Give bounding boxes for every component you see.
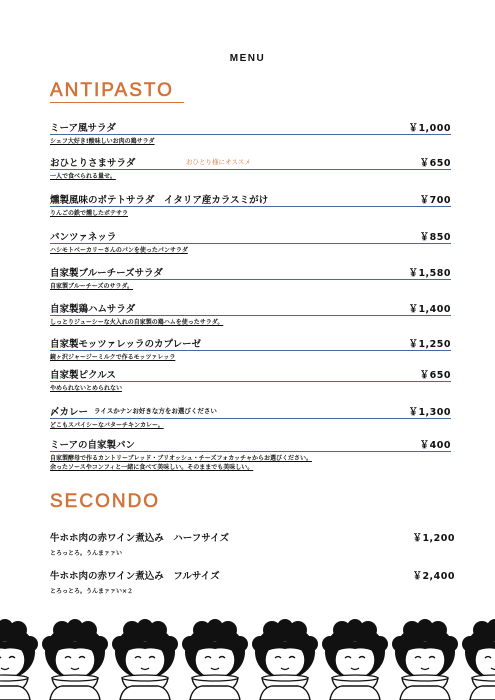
menu-item — [50, 120, 451, 146]
girl-illustration — [110, 618, 180, 700]
menu-item — [50, 404, 451, 430]
item-underline — [50, 279, 451, 280]
menu-item — [50, 568, 455, 596]
item-description: 鏡ヶ沢ジャージーミルクで作るモッツァレッラ — [50, 354, 176, 361]
girl-illustration — [0, 618, 40, 700]
item-description: りんごの鉄で燻したポテサラ — [50, 210, 129, 217]
item-underline — [50, 169, 451, 170]
item-description: やめられないとめられない — [50, 385, 123, 392]
menu-item — [50, 437, 451, 472]
item-price: ￥850 — [419, 232, 451, 243]
item-name: おひとりさまサラダ — [50, 158, 136, 169]
item-underline — [50, 381, 451, 382]
item-name: 牛ホホ肉の赤ワイン煮込み ハーフサイズ — [50, 533, 229, 544]
page-title: MENU — [229, 53, 266, 64]
item-price: ￥1,400 — [408, 304, 451, 315]
item-name: 燻製風味のポテトサラダ イタリア産カラスミがけ — [50, 195, 269, 206]
menu-item — [50, 265, 451, 291]
item-price: ￥2,400 — [412, 571, 455, 582]
menu-item — [50, 530, 455, 558]
girl-illustration — [390, 618, 460, 700]
item-name: ミーア風サラダ — [50, 123, 116, 134]
item-price: ￥1,300 — [408, 407, 451, 418]
item-description: どこもスパイシーなバターチキンカレー。 — [50, 422, 164, 429]
item-price: ￥1,000 — [408, 123, 451, 134]
item-description: とろっとろ。うんまァァい — [50, 550, 122, 557]
item-underline — [50, 243, 451, 244]
section-title-secondo: SECONDO — [50, 491, 161, 512]
item-name: 自家製鶏ハムサラダ — [50, 304, 136, 315]
item-price: ￥700 — [419, 195, 451, 206]
item-note: ライスかナンお好きな方をお選びください — [94, 407, 217, 415]
item-name: パンツァネッラ — [50, 232, 117, 243]
menu-item — [50, 229, 451, 255]
menu-item — [50, 155, 451, 181]
menu-item — [50, 336, 451, 362]
girl-illustration — [320, 618, 390, 700]
item-description: 一人で食べられる量せ。 — [50, 173, 116, 180]
section-rule — [50, 102, 184, 103]
item-name: 自家製ピクルス — [50, 370, 116, 381]
section-title-antipasto: ANTIPASTO — [50, 80, 174, 101]
item-name: 牛ホホ肉の赤ワイン煮込み フルサイズ — [50, 571, 220, 582]
menu-item — [50, 301, 451, 327]
item-description: ハシモトベーカリーさんのパンを使ったパンサラダ — [50, 247, 188, 254]
item-name: 自家製モッツァレッラのカプレーゼ — [50, 339, 201, 350]
item-description: しっとりジューシーな火入れの自家製の鶏ハムを使ったサラダ。 — [50, 319, 224, 326]
item-underline — [50, 315, 451, 316]
girl-illustration — [460, 618, 495, 700]
item-underline — [50, 206, 451, 207]
menu-item — [50, 367, 451, 393]
item-underline — [50, 350, 451, 351]
girl-illustration — [250, 618, 320, 700]
item-description: とろっとろ。うんまァァい×２ — [50, 588, 133, 595]
item-underline — [50, 451, 451, 452]
item-price: ￥1,250 — [408, 339, 451, 350]
item-description: 自家製ブルーチーズのサラダ。 — [50, 283, 134, 290]
item-name: ミーアの自家製パン — [50, 440, 136, 451]
item-name: 〆カレー — [50, 407, 89, 418]
girl-illustration — [180, 618, 250, 700]
item-description-2: 余ったソースやコンフィと一緒に食べて美味しい。そのままでも美味しい。 — [50, 464, 254, 471]
item-description: 自家製酵母で作るカントリーブレッド・ブリオッシュ・チーズフォカッチャからお選びください。 — [50, 455, 312, 462]
item-name: 自家製ブルーチーズサラダ — [50, 268, 163, 279]
item-price: ￥1,580 — [408, 268, 451, 279]
item-price: ￥400 — [419, 440, 451, 451]
girl-illustration — [40, 618, 110, 700]
item-price: ￥1,200 — [412, 533, 455, 544]
menu-item — [50, 192, 451, 218]
item-note: おひとり様にオススメ — [186, 158, 251, 166]
item-description: シェフ大好き!酸味しいお肉の鶏サラダ — [50, 138, 155, 145]
item-underline — [50, 418, 451, 419]
item-price: ￥650 — [419, 158, 451, 169]
item-price: ￥650 — [419, 370, 451, 381]
item-underline — [50, 134, 451, 135]
footer-illustration — [0, 618, 495, 700]
